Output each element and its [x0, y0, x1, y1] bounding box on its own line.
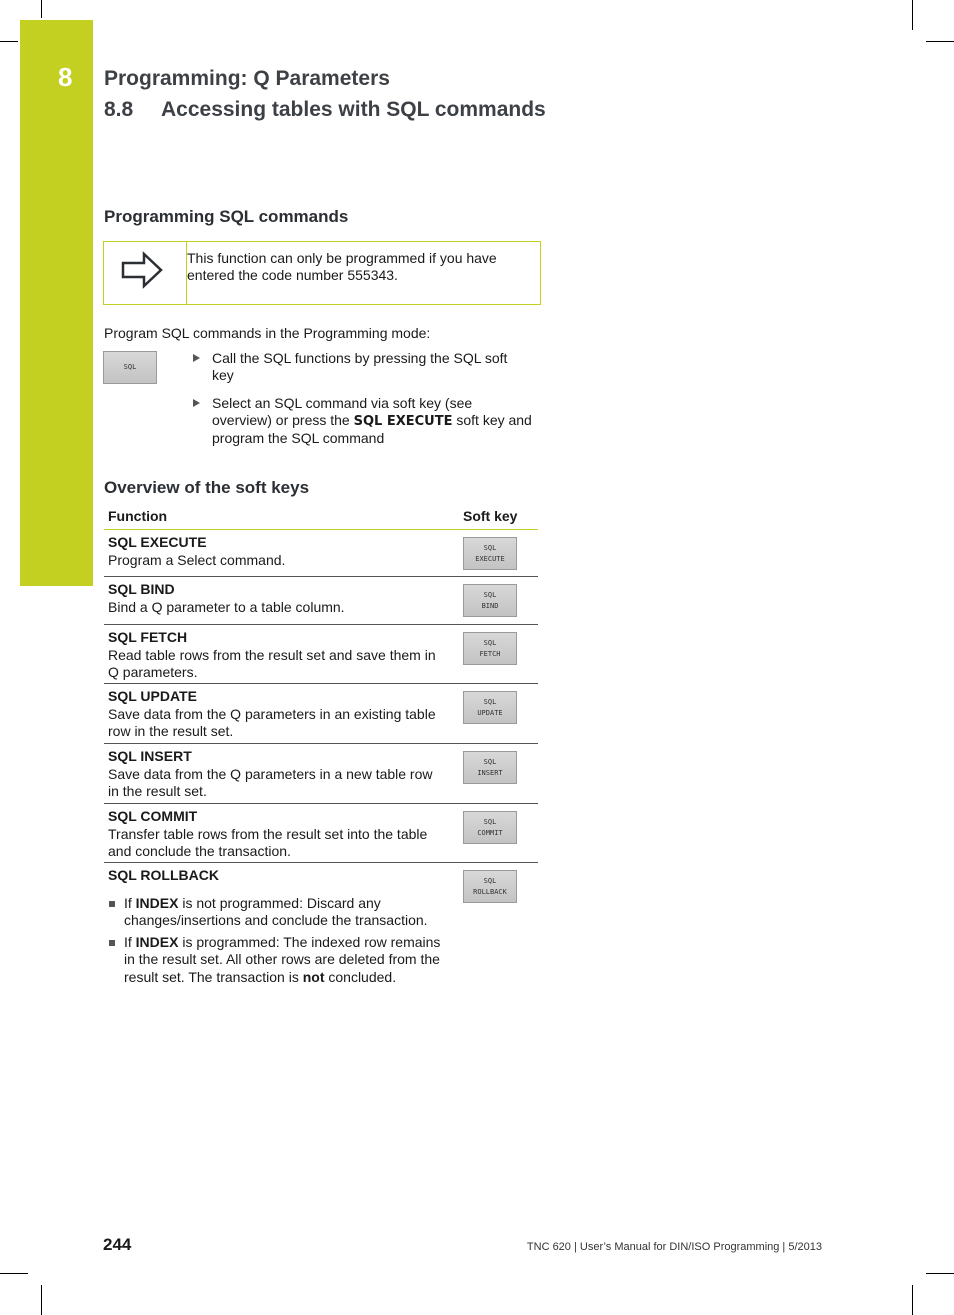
table-row: [104, 684, 538, 744]
function-name: SQL BIND: [108, 581, 175, 597]
list-text: concluded.: [324, 968, 397, 985]
triangle-bullet-icon: [193, 354, 200, 362]
sql-bind-softkey[interactable]: [463, 584, 517, 617]
softkey-label: SQL: [483, 817, 497, 826]
footer-text: TNC 620 | User’s Manual for DIN/ISO Programming | 5/2013: [526, 1241, 822, 1253]
softkey-label: BIND: [481, 601, 499, 610]
softkey-label: SQL: [483, 638, 497, 647]
crop-mark: [926, 41, 954, 42]
softkey-label: INSERT: [477, 768, 503, 777]
softkey-label: SQL: [123, 363, 137, 371]
function-desc: Read table rows from the result set and save them in Q parameters.: [108, 646, 436, 680]
square-bullet-icon: [109, 901, 115, 907]
table-row: [104, 744, 538, 804]
function-cell: [108, 534, 443, 569]
function-cell: [108, 581, 443, 616]
chapter-tab: [20, 20, 93, 586]
chapter-number: 8: [58, 62, 73, 92]
keyword: INDEX: [135, 933, 179, 950]
note-box: [103, 241, 541, 305]
sql-softkey[interactable]: [103, 351, 157, 384]
section-title: [104, 98, 546, 122]
sql-commit-softkey[interactable]: [463, 811, 517, 844]
step-item: [193, 395, 533, 447]
function-name: SQL EXECUTE: [108, 534, 207, 550]
softkey-label: COMMIT: [477, 828, 503, 837]
list-text: If: [124, 933, 136, 950]
list-item: [108, 895, 443, 930]
sql-update-softkey[interactable]: [463, 691, 517, 724]
crop-mark: [0, 1273, 28, 1274]
sql-fetch-softkey[interactable]: [463, 632, 517, 665]
sql-rollback-softkey[interactable]: [463, 870, 517, 903]
function-desc: Save data from the Q parameters in an existing table row in the result set.: [108, 705, 436, 739]
step-text: Call the SQL functions by pressing the SQL soft key: [212, 350, 508, 383]
list-text: is not programmed: Discard any changes/insertions and conclude the transaction.: [124, 894, 428, 928]
triangle-bullet-icon: [193, 399, 200, 407]
list-item: [108, 934, 443, 987]
list-text: If: [124, 894, 136, 911]
function-cell: [108, 808, 443, 861]
function-cell: [108, 867, 443, 990]
function-desc: Save data from the Q parameters in a new table row in the result set.: [108, 765, 433, 799]
crop-mark: [912, 0, 913, 30]
softkey-label: SQL: [483, 590, 497, 599]
step-text: [212, 395, 533, 447]
function-cell: [108, 629, 443, 682]
crop-mark: [926, 1273, 954, 1274]
programming-heading: Programming SQL commands: [104, 207, 349, 226]
function-desc: Bind a Q parameter to a table column.: [108, 598, 345, 615]
rollback-bullet-list: [108, 895, 443, 987]
softkey-label: FETCH: [479, 649, 501, 658]
function-name: SQL INSERT: [108, 748, 192, 764]
softkey-label: EXECUTE: [475, 554, 505, 563]
softkey-label: SQL: [483, 697, 497, 706]
section-number: 8.8: [104, 98, 134, 121]
page-number: 244: [103, 1235, 132, 1254]
table-row: [104, 530, 538, 577]
section-title-text: Accessing tables with SQL commands: [161, 98, 546, 121]
softkey-label: UPDATE: [477, 708, 503, 717]
function-desc: Program a Select command.: [108, 551, 286, 568]
function-desc: Transfer table rows from the result set into the table and conclude the transaction.: [108, 825, 428, 859]
intro-text: Program SQL commands in the Programming mode:: [104, 325, 431, 341]
function-cell: [108, 748, 443, 801]
sql-insert-softkey[interactable]: [463, 751, 517, 784]
keyword: not: [302, 968, 325, 985]
step-text-part: Select an SQL command via soft key (see overview) or press the: [212, 395, 473, 428]
sql-execute-softkey[interactable]: [463, 537, 517, 570]
column-header-softkey: Soft key: [463, 508, 518, 524]
note-text: This function can only be programmed if you have entered the code number 555343.: [187, 250, 497, 283]
softkey-label: ROLLBACK: [473, 887, 507, 896]
function-cell: [108, 688, 443, 741]
crop-mark: [0, 41, 18, 42]
column-header-function: Function: [108, 508, 168, 524]
list-text: is programmed: The indexed row remains in the result set. All other rows are deleted from the result set. The transaction is: [124, 933, 441, 985]
function-name: SQL UPDATE: [108, 688, 197, 704]
function-name: SQL ROLLBACK: [108, 867, 219, 883]
table-row: [104, 625, 538, 684]
step-item: [193, 350, 533, 384]
softkey-label: SQL: [483, 876, 497, 885]
table-row: [104, 804, 538, 863]
softkey-reference: SQL EXECUTE: [353, 414, 453, 429]
keyword: INDEX: [135, 894, 179, 911]
crop-mark: [41, 1285, 42, 1315]
softkey-label: SQL: [483, 757, 497, 766]
softkey-label: SQL: [483, 543, 497, 552]
step-text-part: soft key and program the SQL command: [212, 412, 532, 446]
table-row: [104, 577, 538, 625]
crop-mark: [912, 1285, 913, 1315]
crop-mark: [41, 0, 42, 18]
table-row: [104, 863, 538, 1008]
arrow-right-icon: [120, 250, 170, 295]
table-header: [104, 507, 538, 530]
function-name: SQL FETCH: [108, 629, 188, 645]
square-bullet-icon: [109, 940, 115, 946]
chapter-title: Programming: Q Parameters: [104, 67, 390, 90]
function-name: SQL COMMIT: [108, 808, 198, 824]
overview-heading: Overview of the soft keys: [104, 478, 310, 497]
